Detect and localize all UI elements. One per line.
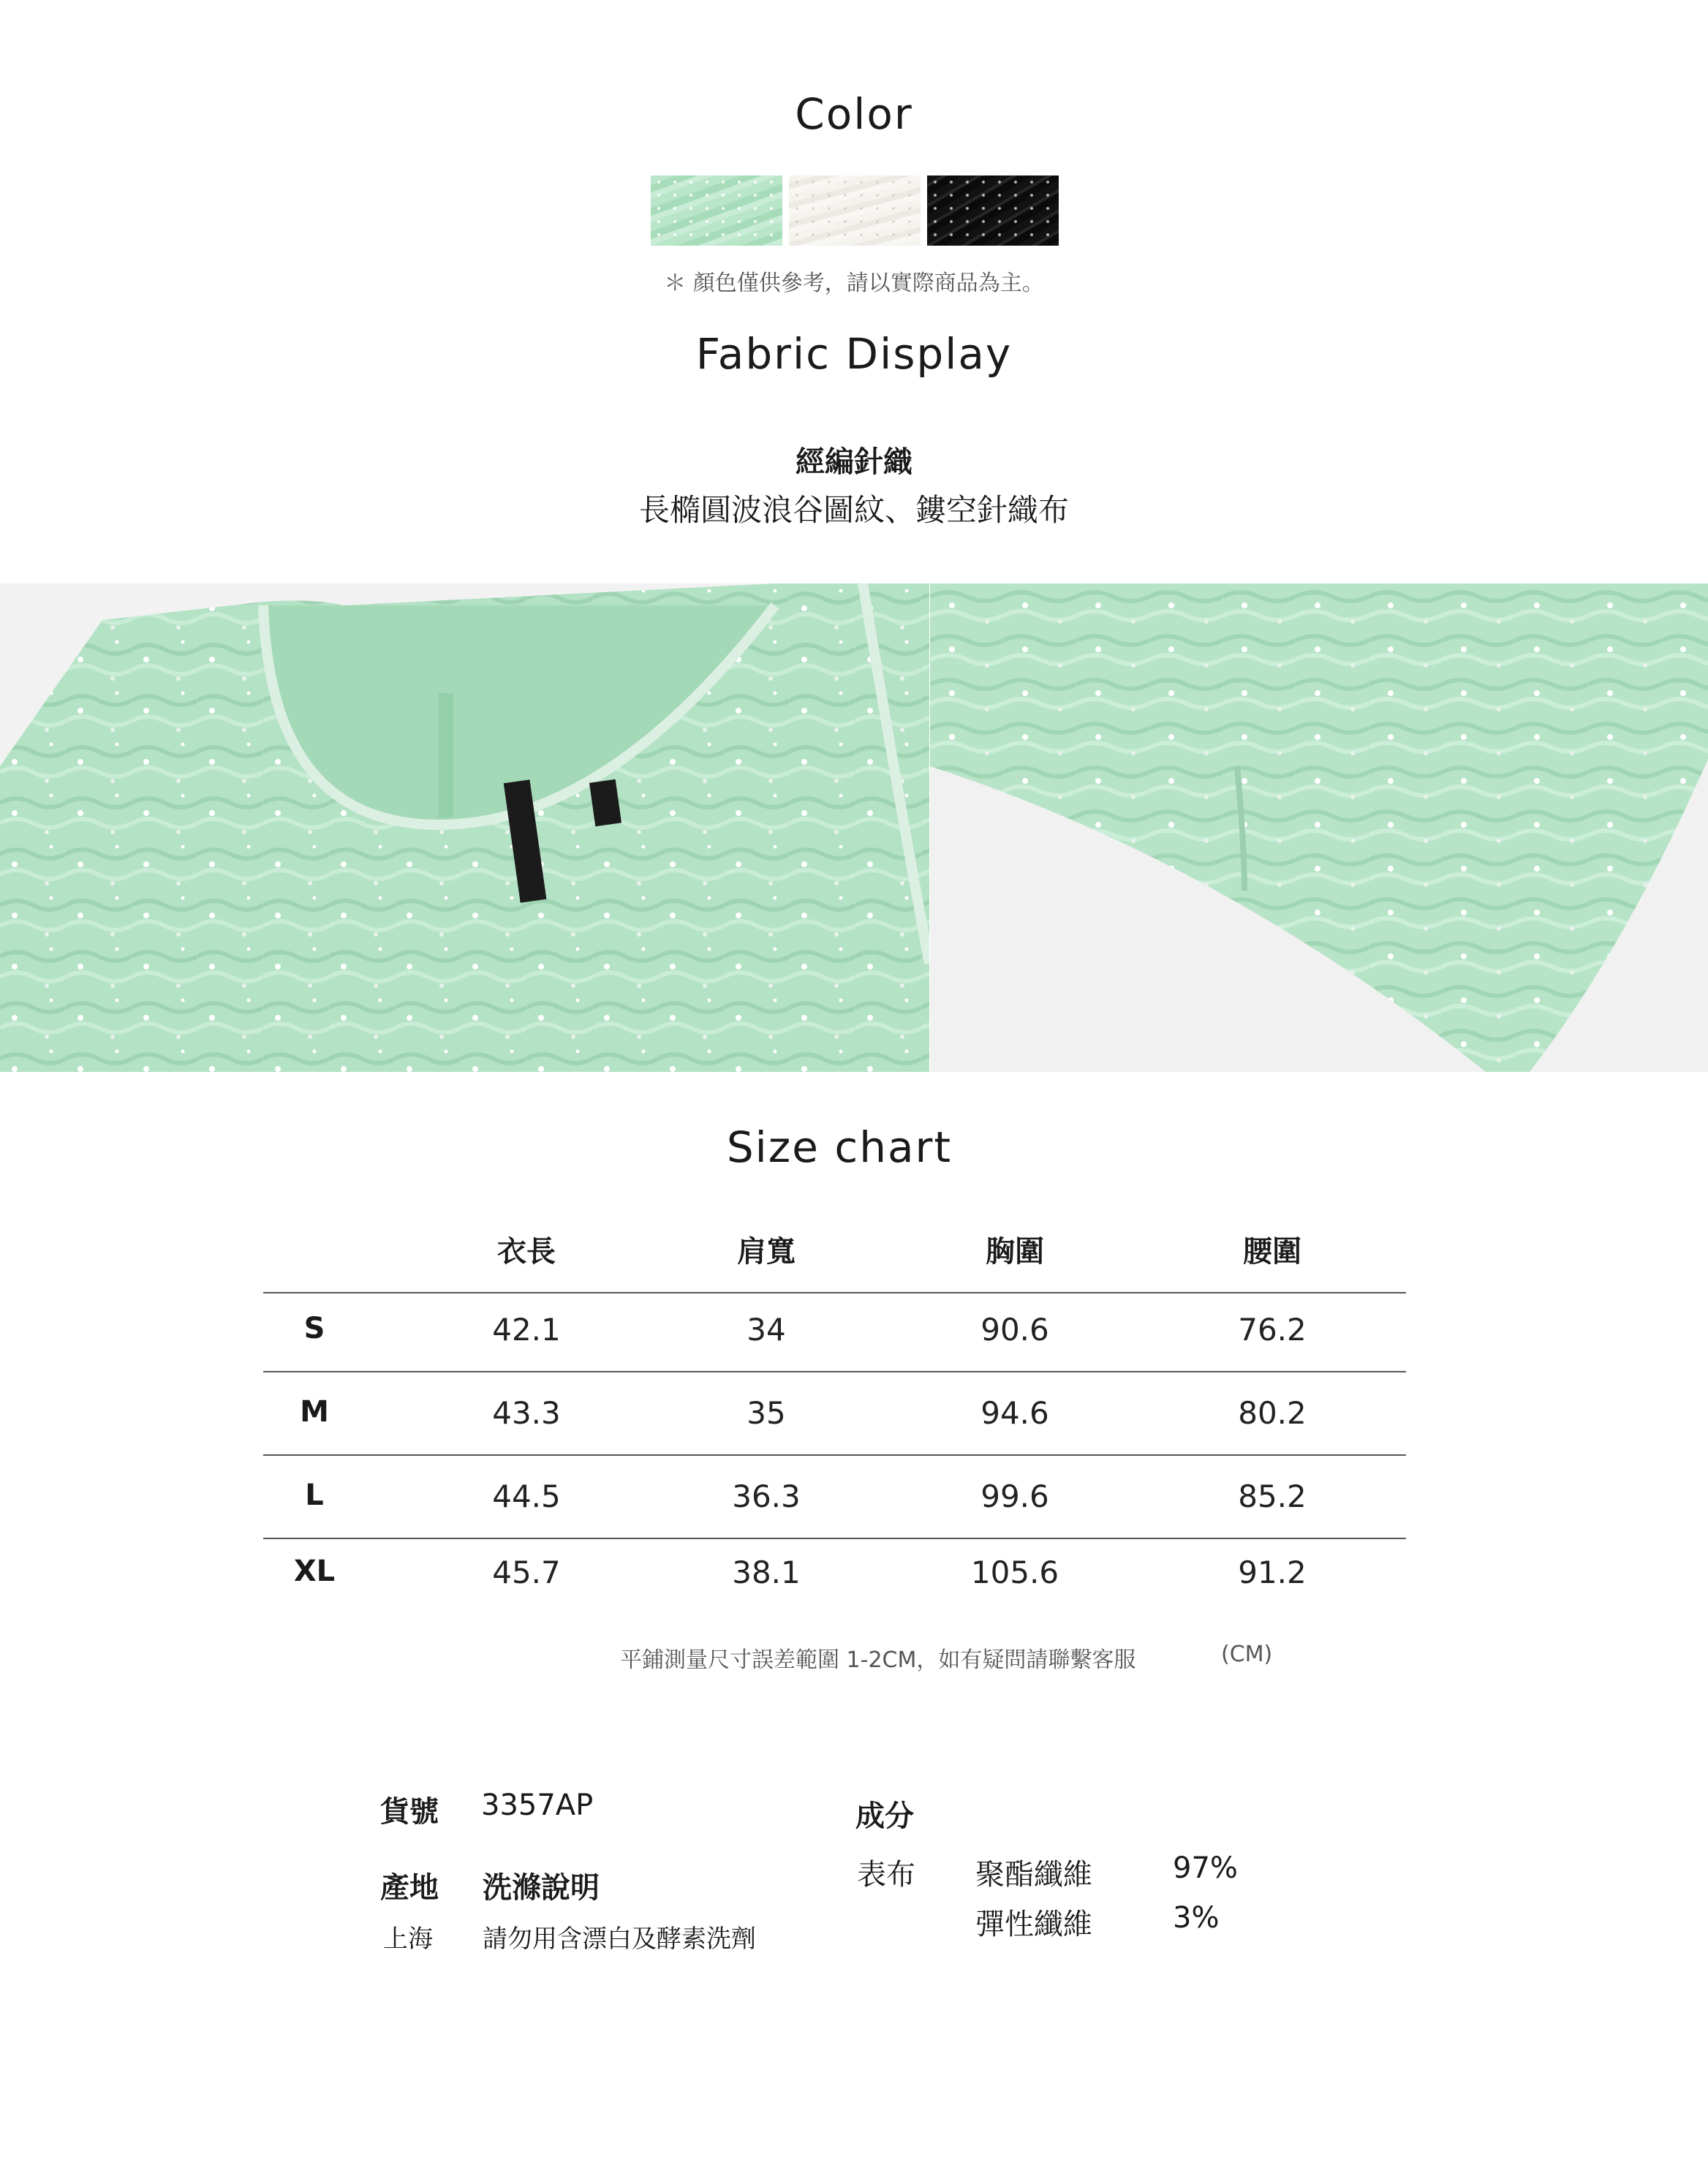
white-swatch[interactable] xyxy=(789,175,921,246)
size-label-m: M xyxy=(300,1395,329,1429)
cell-s-bust: 90.6 xyxy=(980,1312,1049,1348)
cell-xl-length: 45.7 xyxy=(492,1555,561,1590)
cell-s-length: 42.1 xyxy=(492,1312,561,1348)
garment-neckline-photo xyxy=(0,583,929,1072)
garment-hem-photo xyxy=(930,583,1708,1072)
cell-xl-shoulder: 38.1 xyxy=(732,1555,801,1590)
size-unit: (CM) xyxy=(1221,1642,1273,1667)
cell-xl-waist: 91.2 xyxy=(1238,1555,1307,1590)
color-title: Color xyxy=(795,89,913,139)
material-part: 表布 xyxy=(857,1858,915,1892)
cell-l-length: 44.5 xyxy=(492,1478,561,1514)
cell-m-length: 43.3 xyxy=(492,1395,561,1431)
fabric-name: 經編針織 xyxy=(796,445,912,479)
color-note: ＊ 顏色僅供參考，請以實際商品為主。 xyxy=(664,271,1044,296)
material-name: 聚酯纖維 xyxy=(975,1858,1092,1892)
col-header-length: 衣長 xyxy=(497,1235,556,1269)
table-divider xyxy=(263,1454,1406,1456)
table-divider xyxy=(263,1538,1406,1539)
material-percent: 3% xyxy=(1173,1901,1220,1935)
origin-value: 上海 xyxy=(383,1924,433,1954)
origin-label: 產地 xyxy=(380,1871,439,1905)
size-label-l: L xyxy=(305,1478,324,1512)
cell-l-bust: 99.6 xyxy=(980,1478,1049,1514)
cell-m-bust: 94.6 xyxy=(980,1395,1049,1431)
size-chart-title: Size chart xyxy=(726,1122,953,1172)
col-header-waist: 腰圍 xyxy=(1243,1235,1301,1269)
table-divider xyxy=(263,1292,1406,1293)
black-swatch[interactable] xyxy=(927,175,1059,246)
cell-l-waist: 85.2 xyxy=(1238,1478,1307,1514)
item-number: 3357AP xyxy=(481,1788,594,1822)
size-footnote: 平鋪測量尺寸誤差範圍 1-2CM，如有疑問請聯繫客服 xyxy=(620,1647,1136,1673)
material-percent: 97% xyxy=(1173,1851,1238,1885)
size-label-s: S xyxy=(303,1312,325,1345)
material-name: 彈性纖維 xyxy=(975,1908,1092,1941)
size-label-xl: XL xyxy=(293,1555,336,1588)
col-header-bust: 胸圍 xyxy=(986,1235,1044,1269)
care-instructions: 請勿用含漂白及酵素洗劑 xyxy=(483,1924,756,1954)
fabric-description: 長橢圓波浪谷圖紋、鏤空針織布 xyxy=(638,492,1069,528)
cell-s-waist: 76.2 xyxy=(1238,1312,1307,1348)
care-label: 洗滌說明 xyxy=(483,1871,600,1905)
cell-m-waist: 80.2 xyxy=(1238,1395,1307,1431)
item-number-label: 貨號 xyxy=(380,1795,439,1829)
cell-xl-bust: 105.6 xyxy=(970,1555,1059,1590)
green-swatch[interactable] xyxy=(651,175,782,246)
cell-l-shoulder: 36.3 xyxy=(732,1478,801,1514)
cell-m-shoulder: 35 xyxy=(747,1395,786,1431)
composition-label: 成分 xyxy=(855,1799,914,1833)
fabric-title: Fabric Display xyxy=(695,329,1013,379)
table-divider xyxy=(263,1371,1406,1372)
cell-s-shoulder: 34 xyxy=(747,1312,786,1348)
col-header-shoulder: 肩寬 xyxy=(737,1235,796,1269)
